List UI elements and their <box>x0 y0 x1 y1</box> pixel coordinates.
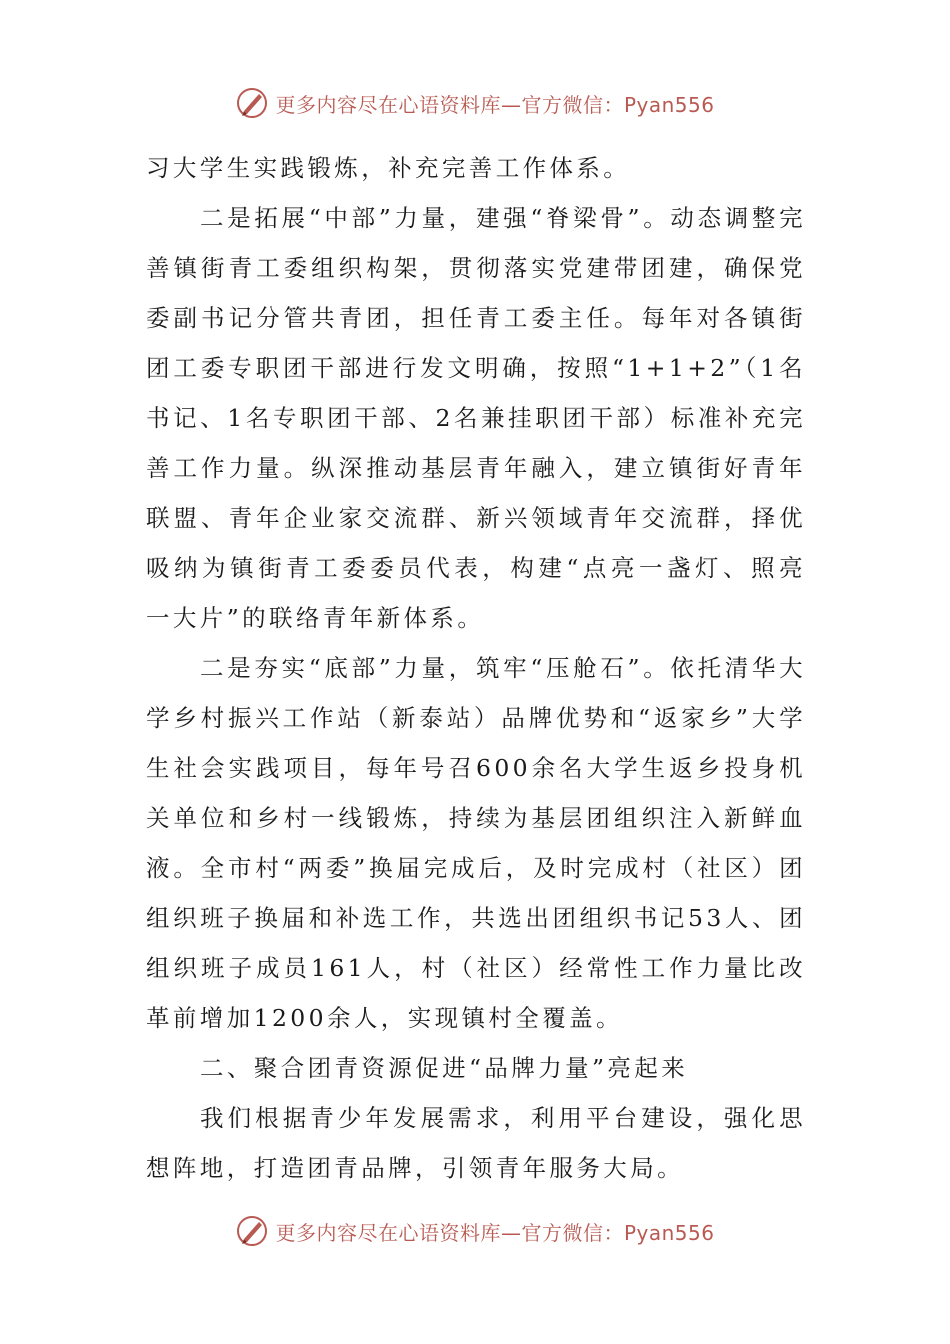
paragraph-middle-strength: 二是拓展“中部”力量，建强“脊梁骨”。动态调整完善镇街青工委组织构架，贯彻落实党建带团建，确保党委副书记分管共青团，担任青工委主任。每年对各镇街团工委专职团干部进行发文明确，按照“1+1+2”（1名书记、1名专职团干部、2名兼挂职团干部）标准补充完善工作力量。纵深推动基层青年融入，建立镇街好青年联盟、青年企业家交流群、新兴领域青年交流群，择优吸纳为镇街青工委委员代表，构建“点亮一盏灯、照亮一大片”的联络青年新体系。 <box>146 204 806 632</box>
pen-logo-icon <box>235 1214 269 1248</box>
pen-logo-icon <box>235 86 269 120</box>
paragraph-bottom-strength: 二是夯实“底部”力量，筑牢“压舱石”。依托清华大学乡村振兴工作站（新泰站）品牌优势和“返家乡”大学生社会实践项目，每年号召600余名大学生返乡投身机关单位和乡村一线锻炼，持续为基层团组织注入新鲜血液。全市村“两委”换届完成后，及时完成村（社区）团组织班子换届和补选工作，共选出团组织书记53人、团组织班子成员161人，村（社区）经常性工作力量比改革前增加1200余人，实现镇村全覆盖。 <box>146 654 806 1032</box>
header-watermark-banner <box>0 78 950 128</box>
paragraph-intro: 我们根据青少年发展需求，利用平台建设，强化思想阵地，打造团青品牌，引领青年服务大局。 <box>146 1104 806 1182</box>
section-heading: 二、聚合团青资源促进“品牌力量”亮起来 <box>200 1054 689 1082</box>
document-body <box>146 143 806 1193</box>
footer-watermark-banner <box>0 1206 950 1256</box>
watermark-text: 更多内容尽在心语资料库—官方微信：Pyan556 <box>275 92 715 117</box>
paragraph-continuation: 习大学生实践锻炼，补充完善工作体系。 <box>146 154 631 182</box>
watermark-text: 更多内容尽在心语资料库—官方微信：Pyan556 <box>275 1220 715 1245</box>
